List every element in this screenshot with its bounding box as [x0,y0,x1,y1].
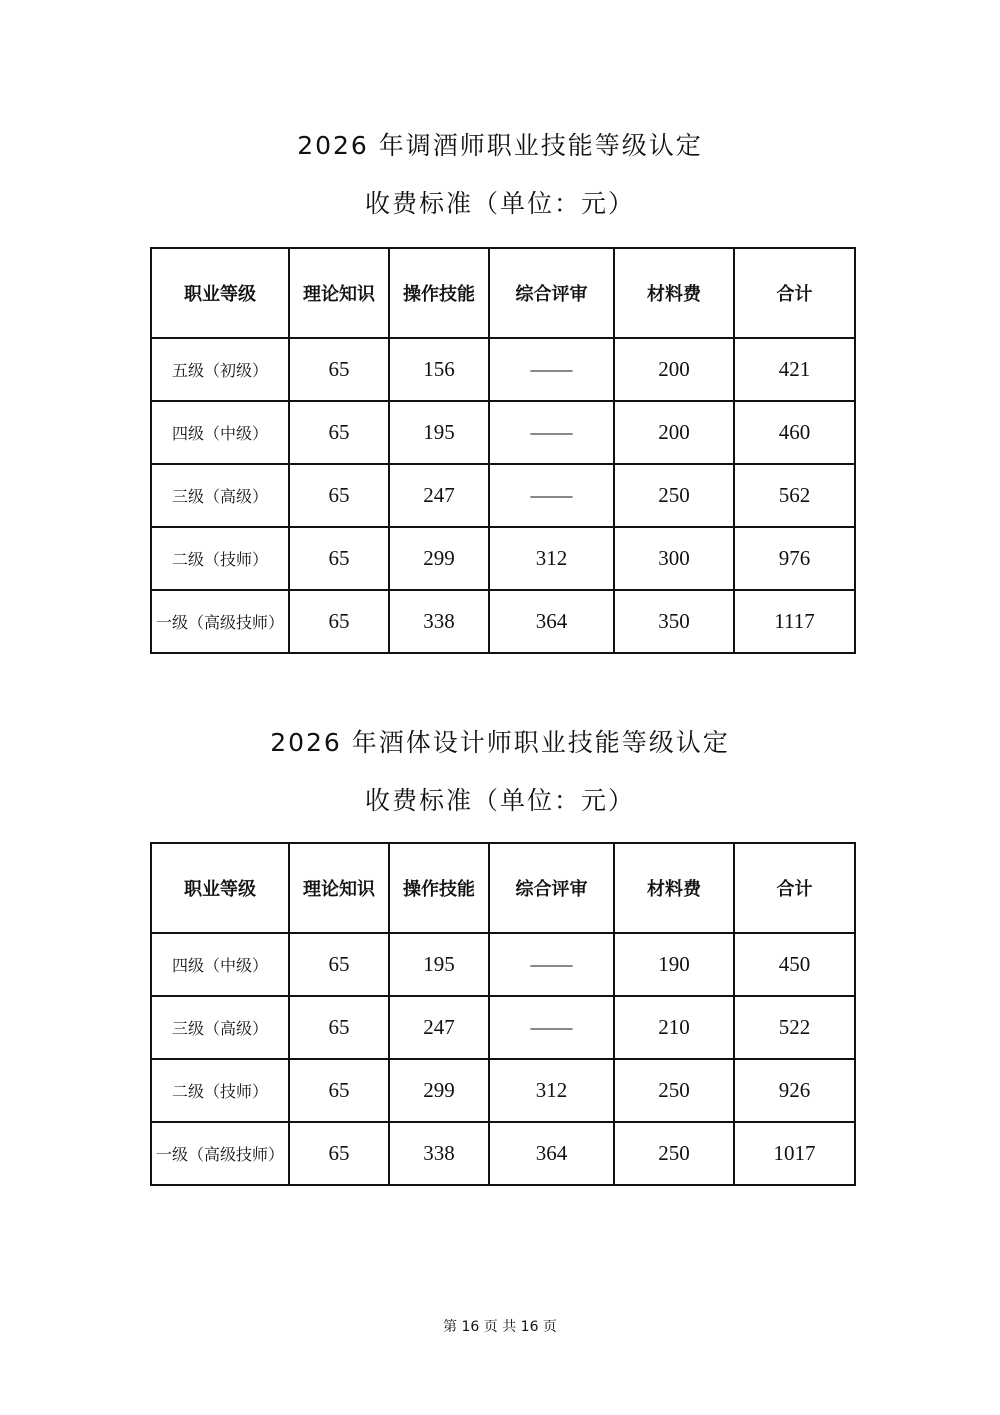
cell-review: —— [489,338,614,401]
table1-fee-table [150,247,856,654]
cell-material: 350 [614,590,734,653]
cell-level: 三级（高级） [151,996,289,1059]
cell-review: 312 [489,527,614,590]
table-row [151,996,855,1059]
cell-material: 190 [614,933,734,996]
table-header-row [151,248,855,338]
cell-material: 210 [614,996,734,1059]
header-theory: 理论知识 [289,843,389,933]
table-row [151,1059,855,1122]
header-total: 合计 [734,843,855,933]
cell-review: —— [489,401,614,464]
cell-total: 522 [734,996,855,1059]
cell-theory: 65 [289,338,389,401]
cell-practical: 299 [389,527,489,590]
cell-theory: 65 [289,933,389,996]
cell-material: 250 [614,1122,734,1185]
cell-total: 1017 [734,1122,855,1185]
cell-level: 一级（高级技师） [151,590,289,653]
cell-material: 250 [614,464,734,527]
cell-total: 460 [734,401,855,464]
cell-practical: 338 [389,590,489,653]
cell-review: —— [489,933,614,996]
table-row [151,933,855,996]
cell-level: 二级（技师） [151,527,289,590]
cell-total: 926 [734,1059,855,1122]
cell-level: 一级（高级技师） [151,1122,289,1185]
header-material: 材料费 [614,248,734,338]
cell-practical: 247 [389,996,489,1059]
cell-level: 四级（中级） [151,401,289,464]
cell-review: 364 [489,590,614,653]
cell-total: 976 [734,527,855,590]
table-row [151,464,855,527]
cell-theory: 65 [289,401,389,464]
table2-subtitle: 收费标准（单位：元） [364,786,635,815]
header-material: 材料费 [614,843,734,933]
cell-review: 312 [489,1059,614,1122]
header-review: 综合评审 [489,248,614,338]
header-total: 合计 [734,248,855,338]
cell-theory: 65 [289,464,389,527]
table1-title: 2026 年调酒师职业技能等级认定 [297,131,703,160]
cell-level: 三级（高级） [151,464,289,527]
cell-theory: 65 [289,1122,389,1185]
table-row [151,527,855,590]
cell-theory: 65 [289,996,389,1059]
cell-theory: 65 [289,590,389,653]
header-practical: 操作技能 [389,843,489,933]
cell-total: 421 [734,338,855,401]
header-theory: 理论知识 [289,248,389,338]
cell-practical: 247 [389,464,489,527]
table-row [151,590,855,653]
header-practical: 操作技能 [389,248,489,338]
cell-material: 200 [614,401,734,464]
cell-review: —— [489,996,614,1059]
cell-total: 450 [734,933,855,996]
cell-level: 四级（中级） [151,933,289,996]
cell-practical: 156 [389,338,489,401]
table-header-row [151,843,855,933]
cell-practical: 195 [389,933,489,996]
cell-practical: 338 [389,1122,489,1185]
cell-review: 364 [489,1122,614,1185]
cell-material: 200 [614,338,734,401]
cell-level: 五级（初级） [151,338,289,401]
header-level: 职业等级 [151,843,289,933]
table2-title: 2026 年酒体设计师职业技能等级认定 [270,728,730,757]
page-number: 第 16 页 共 16 页 [443,1319,557,1335]
table-row [151,401,855,464]
cell-review: —— [489,464,614,527]
table-row [151,338,855,401]
cell-total: 562 [734,464,855,527]
cell-theory: 65 [289,527,389,590]
cell-level: 二级（技师） [151,1059,289,1122]
header-review: 综合评审 [489,843,614,933]
cell-theory: 65 [289,1059,389,1122]
cell-total: 1117 [734,590,855,653]
table2-fee-table [150,842,856,1186]
cell-practical: 195 [389,401,489,464]
cell-material: 300 [614,527,734,590]
table1-subtitle: 收费标准（单位：元） [364,189,635,218]
cell-material: 250 [614,1059,734,1122]
table-row [151,1122,855,1185]
header-level: 职业等级 [151,248,289,338]
cell-practical: 299 [389,1059,489,1122]
